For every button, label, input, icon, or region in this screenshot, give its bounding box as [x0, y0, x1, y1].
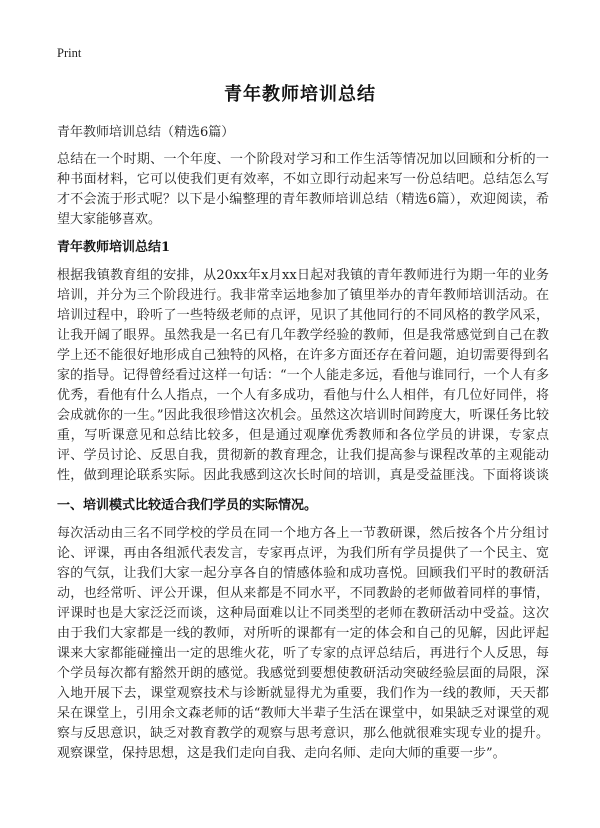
- section-heading: 青年教师培训总结1: [57, 240, 171, 255]
- subsection-body-paragraph: 每次活动由三名不同学校的学员在同一个地方各上一节教研课，然后按各个片分组讨论、评课，再由各组派代表发言，专家再点评，为我们所有学员提供了一个民主、宽容的气氛，让我们大家一起分享各自的情感体验和成功喜悦。回顾我们平时的教研活动，也经常听、评公开课，但从来都是不同水平，不同教龄的老师做着同样的事情，评课时也是大家泛泛而谈，这种局面难以让不同类型的老师在教研活动中受益。这次由于我们大家都是一线的教师，对所听的课都有一定的体会和自己的见解，因此评起课来大家都能碰撞出一定的思维火花，听了专家的点评总结后，再进行个人反思，每个学员每次都有豁然开朗的感觉。我感觉到要想使教研活动突破经验层面的局限，深入地开展下去，课堂观察技术与诊断就显得尤为重要，我们作为一线的教师，天天都呆在课堂上，引用余文森老师的话“教师大半辈子生活在课堂中，如果缺乏对课堂的观察与反思意识，缺乏对教育教学的观察与思考意识，那么他就很难实现专业的提升。观察课堂，保持思想，这是我们走向自我、走向名师、走向大师的重要一步”。: [57, 526, 549, 761]
- section-body-paragraph: 根据我镇教育组的安排，从20xx年x月xx日起对我镇的青年教师进行为期一年的业务培训，并分为三个阶段进行。我非常幸运地参加了镇里举办的青年教师培训活动。在培训过程中，聆听了一些特级老师的点评，见识了其他同行的不同风格的教学风采，让我开阔了眼界。虽然我是一名已有几年教学经验的教师，但是我常感觉到自己在教学上还不能很好地形成自己独特的风格，在许多方面还存在着问题，迫切需要得到名家的指导。记得曾经看过这样一句话：“一个人能走多远，看他与谁同行，一个人有多优秀，看他有什么人指点，一个人有多成功，看他与什么人相伴，有几位好同伴，将会成就你的一生。”因此我很珍惜这次机会。虽然这次培训时间跨度大，听课任务比较重，写听课意见和总结比较多，但是通过观摩优秀教师和各位学员的讲课，专家点评、学员讨论、反思自我，贯彻新的教育理念，让我们提高参与课程改革的主观能动性，做到理论联系实际。因此我感到这次长时间的培训，真是受益匪浅。下面将谈谈: [57, 268, 549, 483]
- subsection-heading: 一、培训模式比较适合我们学员的实际情况。: [57, 498, 318, 513]
- document-title: 青年教师培训总结: [224, 84, 376, 105]
- intro-paragraph: 总结在一个时期、一个年度、一个阶段对学习和工作生活等情况加以回顾和分析的一种书面材料，它可以使我们更有效率，不如立即行动起来写一份总结吧。总结怎么写才不会流于形式呢？以下是小编整理的青年教师培训总结（精选6篇），欢迎阅读，希望大家能够喜欢。: [57, 152, 549, 227]
- document-subtitle: 青年教师培训总结（精选6篇）: [57, 125, 235, 140]
- print-link[interactable]: Print: [57, 46, 82, 60]
